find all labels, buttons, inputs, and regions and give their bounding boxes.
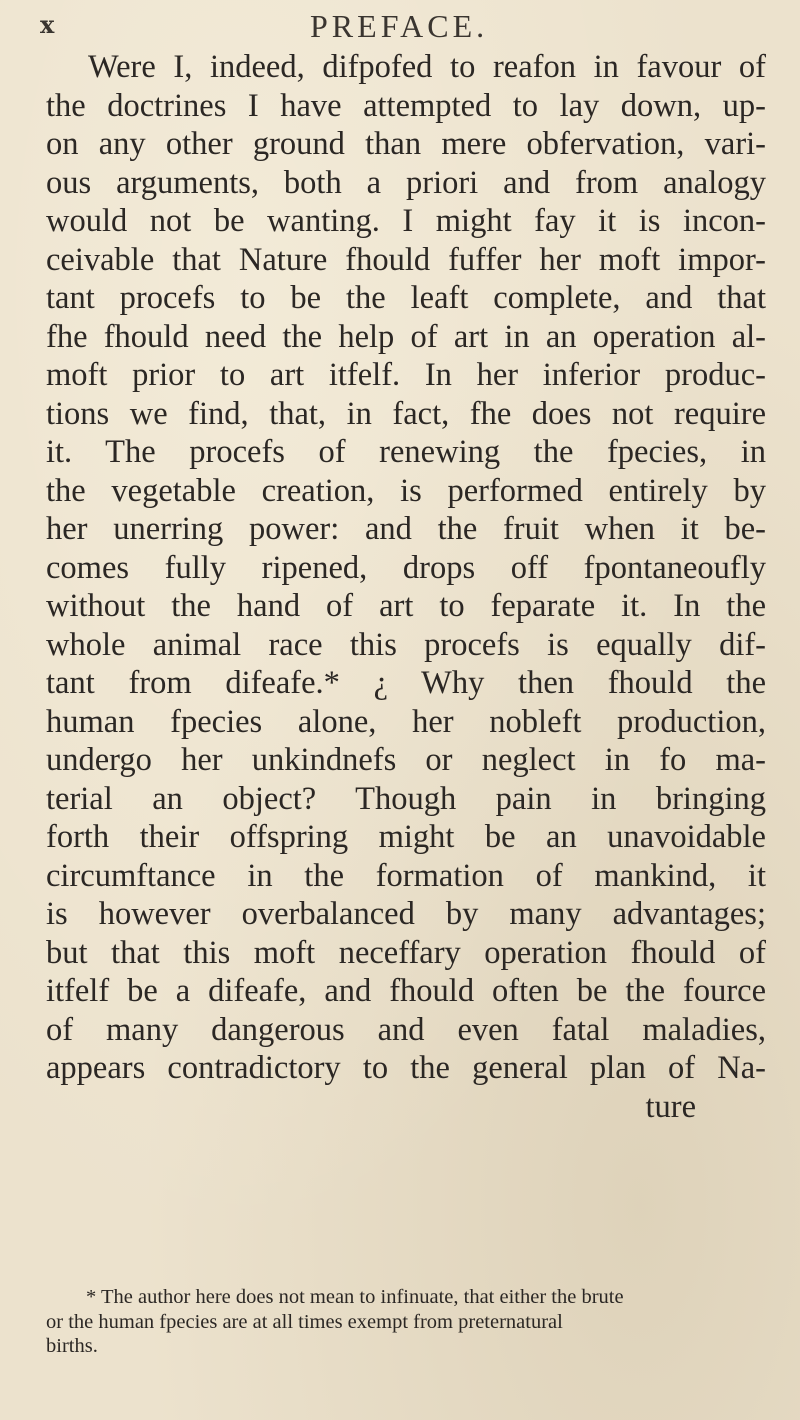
text-line: appears contradictory to the general plan of Na- [46, 1050, 766, 1086]
signature-mark: x [40, 10, 55, 39]
text-line: itfelf be a difeafe, and fhould often be the fource [46, 973, 766, 1009]
running-head [40, 8, 780, 44]
text-line: on any other ground than mere obfervation, vari- [46, 126, 766, 162]
text-line: tant from difeafe.* ¿ Why then fhould the [46, 665, 766, 701]
text-line: undergo her unkindnefs or neglect in fo ma- [46, 742, 766, 778]
text-line: would not be wanting. I might fay it is incon- [46, 203, 766, 239]
text-line: circumftance in the formation of mankind, it [46, 857, 766, 894]
text-line: moft prior to art itfelf. In her inferior produc- [46, 357, 766, 393]
footnote-line: * The author here does not mean to infinuate, that either the brute [86, 1286, 624, 1308]
text-line: is however overbalanced by many advantages; [46, 896, 766, 932]
text-line: tions we find, that, in fact, fhe does not require [46, 395, 766, 432]
text-line: of many dangerous and even fatal maladies, [46, 1011, 766, 1048]
text-line: comes fully ripened, drops off fpontaneoufly [46, 549, 766, 586]
text-line: the vegetable creation, is performed entirely by [46, 472, 766, 509]
text-line: without the hand of art to feparate it. In the [46, 588, 766, 624]
catchword: ture [645, 1088, 696, 1125]
footnote-line: or the human fpecies are at all times exempt from preternatural [46, 1310, 563, 1333]
text-line: Were I, indeed, difpofed to reafon in favour of [88, 49, 766, 85]
text-line: terial an object? Though pain in bringing [46, 780, 766, 817]
footnote-line: births. [46, 1335, 98, 1357]
text-line: fhe fhould need the help of art in an operation al- [46, 318, 766, 355]
page-title: PREFACE. [310, 8, 489, 44]
text-line: whole animal race this procefs is equally dif- [46, 626, 766, 663]
text-line: her unerring power: and the fruit when it be- [46, 511, 766, 547]
text-line: the doctrines I have attempted to lay down, up- [46, 87, 766, 124]
text-line: but that this moft neceffary operation fhould of [46, 934, 766, 971]
text-line: human fpecies alone, her nobleft production, [46, 703, 766, 740]
footnote [46, 1285, 766, 1359]
text-line: it. The procefs of renewing the fpecies, in [46, 434, 766, 470]
text-line: ceivable that Nature fhould fuffer her moft impor- [46, 241, 766, 278]
body-text [46, 48, 766, 1126]
text-line: forth their offspring might be an unavoidable [46, 819, 766, 855]
text-line: tant procefs to be the leaft complete, and that [46, 280, 766, 316]
text-line: ous arguments, both a priori and from analogy [46, 164, 766, 201]
